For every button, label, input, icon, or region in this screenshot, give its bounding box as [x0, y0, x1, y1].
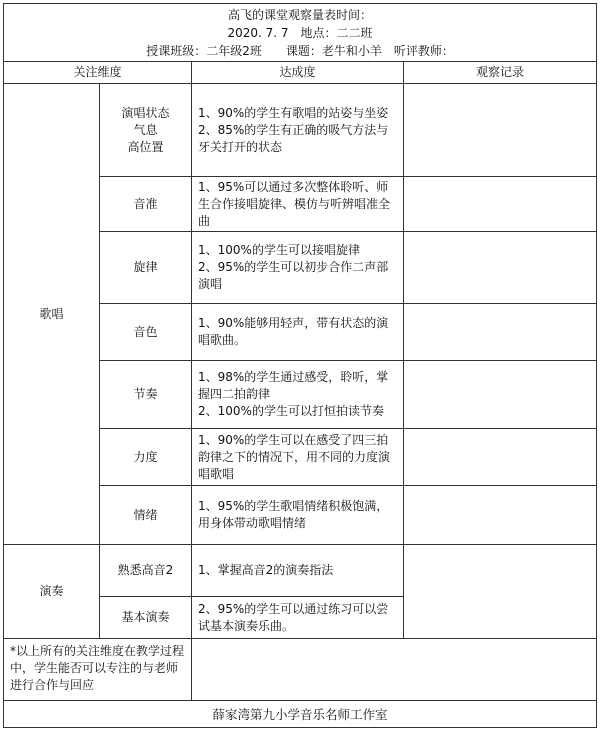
footer-text: 薛家湾第九小学音乐名师工作室 — [4, 701, 597, 728]
group-label-singing: 歌唱 — [4, 84, 100, 545]
achievement-desc: 1、98%的学生通过感受，聆听，掌握四二拍韵律 2、100%的学生可以打恒拍读节奏 — [192, 361, 404, 429]
note-row — [4, 639, 597, 701]
record-cell[interactable] — [404, 429, 597, 486]
achievement-desc: 1、90%的学生可以在感受了四三拍韵律之下的情况下，用不同的力度演唱歌唱 — [192, 429, 404, 486]
achievement-desc: 1、90%的学生有歌唱的站姿与坐姿 2、85%的学生有正确的吸气方法与牙关打开的状态 — [192, 84, 404, 177]
achievement-desc: 1、掌握高音2的演奏指法 — [192, 545, 404, 597]
achievement-desc: 2、95%的学生可以通过练习可以尝试基本演奏乐曲。 — [192, 597, 404, 639]
dimension-name: 音准 — [100, 177, 192, 232]
record-cell[interactable] — [404, 361, 597, 429]
footer-row — [4, 701, 597, 728]
record-cell[interactable] — [404, 232, 597, 304]
record-cell[interactable] — [404, 177, 597, 232]
dimension-name: 节奏 — [100, 361, 192, 429]
class-topic-line: 授课班级：二年级2班 课题：老牛和小羊 听评教师： — [146, 44, 454, 58]
form-title: 高飞的课堂观察量表时间： — [228, 8, 373, 22]
record-cell[interactable] — [404, 486, 597, 545]
header-row — [4, 4, 597, 62]
column-header-row — [4, 62, 597, 84]
achievement-desc: 1、95%可以通过多次整体聆听、师生合作接唱旋律、模仿与听辨唱准全曲 — [192, 177, 404, 232]
achievement-desc: 1、90%能够用轻声，带有状态的演唱歌曲。 — [192, 304, 404, 361]
dimension-name: 旋律 — [100, 232, 192, 304]
form-header — [4, 4, 597, 62]
date-location: 2020. 7. 7 地点：二二班 — [227, 26, 373, 40]
record-cell[interactable] — [404, 304, 597, 361]
note-record-cell[interactable] — [192, 639, 597, 701]
col-record-header: 观察记录 — [404, 62, 597, 84]
table-row — [4, 84, 597, 177]
dimension-name: 音色 — [100, 304, 192, 361]
col-achievement-header: 达成度 — [192, 62, 404, 84]
achievement-desc: 1、100%的学生可以接唱旋律 2、95%的学生可以初步合作二声部演唱 — [192, 232, 404, 304]
table-row — [4, 545, 597, 597]
achievement-desc: 1、95%的学生歌唱情绪积极饱满，用身体带动歌唱情绪 — [192, 486, 404, 545]
col-focus-header: 关注维度 — [4, 62, 192, 84]
dimension-name: 情绪 — [100, 486, 192, 545]
record-cell[interactable] — [404, 545, 597, 639]
dimension-name: 熟悉高音2 — [100, 545, 192, 597]
dimension-name: 力度 — [100, 429, 192, 486]
dimension-name: 演唱状态 气息 高位置 — [100, 84, 192, 177]
dimension-name: 基本演奏 — [100, 597, 192, 639]
record-cell[interactable] — [404, 84, 597, 177]
note-text: *以上所有的关注维度在教学过程中，学生能否可以专注的与老师进行合作与回应 — [4, 639, 192, 701]
group-label-playing: 演奏 — [4, 545, 100, 639]
observation-table — [3, 3, 597, 728]
